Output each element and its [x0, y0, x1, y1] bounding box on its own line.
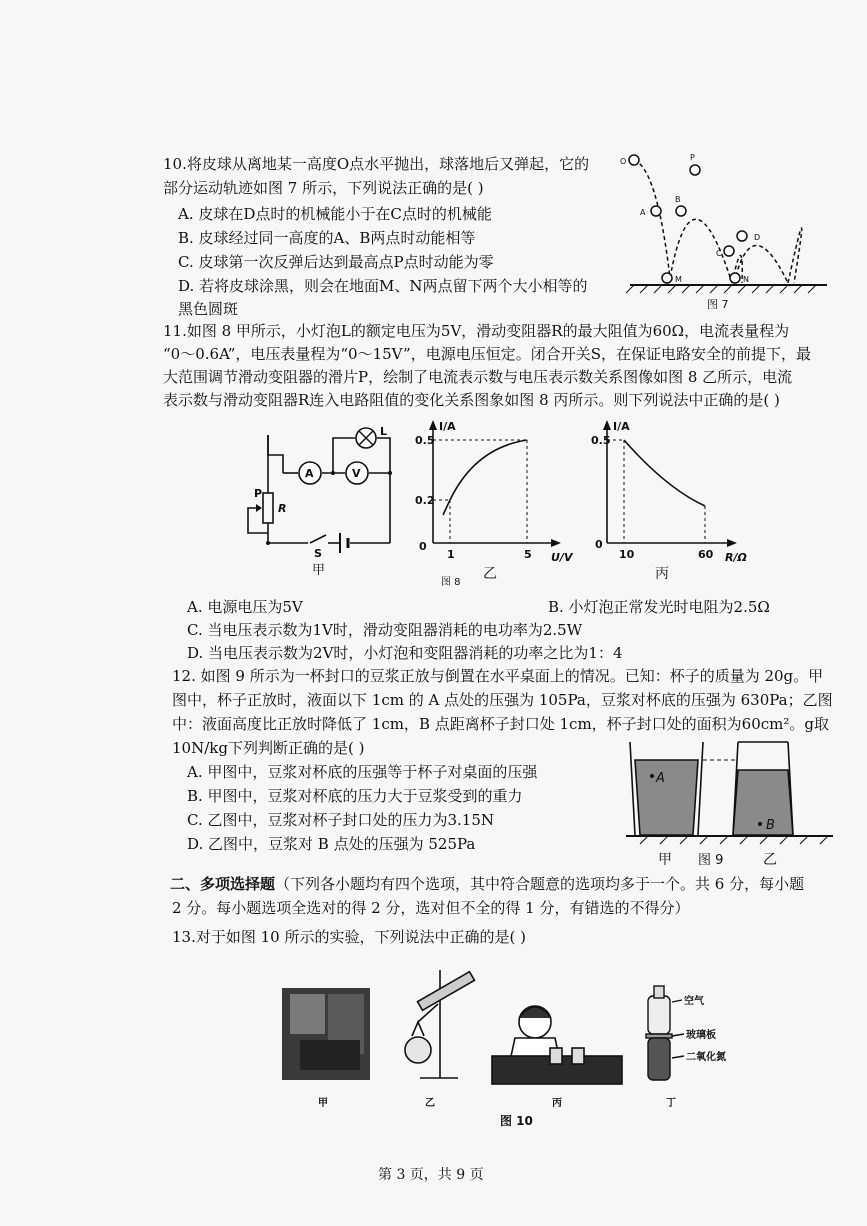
fig7-label-n: N	[743, 275, 749, 284]
graph-bing-tick-x2: 60	[698, 548, 714, 561]
q11-stem-line2: “0～0.6A”，电压表量程为“0～15V”，电源电压恒定。闭合开关S，在保证电路安全的前提下，最	[163, 345, 811, 363]
fig10-label-no2: 二氧化氮	[686, 1052, 726, 1063]
graph-yi-origin: 0	[419, 540, 427, 553]
fig9-caption: 图 9	[698, 853, 724, 868]
fig9-point-a: A	[656, 771, 665, 786]
q10-option-c: C. 皮球第一次反弹后达到最高点P点时动能为零	[178, 253, 494, 271]
figure-8-graph-ir	[591, 418, 751, 583]
graph-yi-tick-y2: 0.5	[415, 434, 435, 447]
fig10-caption-jia: 甲	[318, 1098, 328, 1109]
figure-8-caption: 图 8	[441, 577, 461, 588]
q10-option-b: B. 皮球经过同一高度的A、B两点时动能相等	[178, 229, 476, 247]
fig10-caption: 图 10	[500, 1114, 533, 1128]
q11-stem-line4: 表示数与滑动变阻器R连入电路阻值的变化关系图象如图 8 丙所示。则下列说法中正确的是( )	[163, 391, 780, 409]
q12-option-d: D. 乙图中，豆浆对 B 点处的压强为 525Pa	[187, 835, 476, 853]
q10-option-a: A. 皮球在D点时的机械能小于在C点时的机械能	[178, 205, 492, 223]
fig7-label-d: D	[754, 233, 761, 242]
q11-option-d: D. 当电压表示数为2V时，小灯泡和变阻器消耗的功率之比为1：4	[187, 644, 623, 662]
graph-yi-tick-x1: 1	[447, 548, 455, 561]
fig7-label-c: C	[716, 249, 722, 258]
q11-stem-line3: 大范围调节滑动变阻器的滑片P，绘制了电流表示数与电压表示数关系图像如图 8 乙所示，电流	[163, 368, 793, 386]
q12-stem-line1: 12. 如图 9 所示为一杯封口的豆浆正放与倒置在水平桌面上的情况。已知：杯子的质量为 20g。甲	[172, 667, 824, 685]
section2-header	[170, 873, 804, 895]
section2-instructions-line2: 2 分。每小题选项全选对的得 2 分，选对但不全的得 1 分，有错选的不得分）	[172, 899, 690, 917]
fig9-right-caption: 乙	[763, 852, 777, 868]
fig10-person-bing	[492, 1006, 622, 1084]
figure-8-graph-iu	[415, 418, 580, 588]
q11-option-b: B. 小灯泡正常发光时电阻为2.5Ω	[548, 598, 770, 616]
circuit-slider-label: P	[254, 487, 263, 500]
graph-bing-xlabel: R/Ω	[725, 551, 747, 564]
q11-option-a: A. 电源电压为5V	[187, 598, 303, 616]
graph-yi-tick-x2: 5	[524, 548, 532, 561]
graph-yi-tick-y1: 0.2	[415, 494, 435, 507]
q12-stem-line2: 图中，杯子正放时，液面以下 1cm 的 A 点处的压强为 105Pa，豆浆对杯底的压强为 630Pa；乙图	[172, 691, 833, 709]
fig10-caption-yi: 乙	[425, 1098, 435, 1109]
fig7-label-m: M	[675, 275, 682, 284]
figure-8-circuit	[238, 425, 403, 578]
circuit-resistor-label: R	[278, 502, 287, 515]
graph-bing-ylabel: I/A	[613, 420, 630, 433]
graph-bing-tick-y1: 0.5	[591, 434, 611, 447]
fig10-photo-jia	[282, 988, 370, 1080]
figure-9-cups	[618, 740, 848, 870]
page-number: 第 3 页，共 9 页	[378, 1167, 484, 1183]
q10-stem-line2: 部分运动轨迹如图 7 所示，下列说法正确的是( )	[163, 179, 484, 197]
figure-7-trajectory	[612, 148, 832, 318]
q12-stem-line3: 中：液面高度比正放时降低了 1cm，B 点距离杯子封口处 1cm，杯子封口处的面积为60cm²。g取	[172, 715, 829, 733]
q10-option-d-line1: D. 若将皮球涂黑，则会在地面M、N两点留下两个大小相等的	[178, 277, 588, 295]
fig10-label-glass: 玻璃板	[686, 1030, 716, 1041]
graph-yi-ylabel: I/A	[439, 420, 456, 433]
q10-option-d-line2: 黑色圆斑	[178, 300, 239, 318]
fig10-caption-ding: 丁	[666, 1098, 676, 1109]
graph-bing-tick-x1: 10	[619, 548, 635, 561]
fig7-label-p: P	[690, 153, 695, 162]
fig7-label-o: O	[620, 157, 627, 166]
q11-stem-line1: 11.如图 8 甲所示，小灯泡L的额定电压为5V，滑动变阻器R的最大阻值为60Ω，电流表量程为	[163, 322, 790, 340]
circuit-switch-label: S	[314, 547, 322, 560]
fig10-caption-bing: 丙	[552, 1098, 562, 1109]
circuit-lamp-label: L	[380, 425, 388, 438]
graph-yi-xlabel: U/V	[551, 551, 573, 564]
q13-stem: 13.对于如图 10 所示的实验，下列说法中正确的是( )	[172, 928, 526, 946]
q12-stem-line4: 10N/kg下列判断正确的是( )	[172, 739, 365, 757]
figure-10-photos	[280, 960, 740, 1128]
fig10-label-air: 空气	[684, 996, 704, 1007]
circuit-voltmeter-label: V	[352, 467, 361, 480]
fig9-left-caption: 甲	[658, 852, 672, 868]
fig7-caption: 图 7	[707, 298, 729, 311]
fig7-label-b: B	[675, 195, 681, 204]
circuit-caption: 甲	[312, 563, 326, 578]
q12-option-b: B. 甲图中，豆浆对杯底的压力大于豆浆受到的重力	[187, 787, 523, 805]
fig9-point-b: B	[766, 818, 775, 833]
circuit-ammeter-label: A	[305, 467, 314, 480]
fig10-bottles-ding	[646, 986, 684, 1080]
section2-title: 二、多项选择题	[170, 875, 276, 893]
graph-bing-caption: 丙	[655, 566, 669, 582]
q10-stem-line1: 10.将皮球从离地某一高度O点水平抛出，球落地后又弹起，它的	[163, 155, 590, 173]
graph-yi-caption: 乙	[483, 566, 497, 582]
fig7-label-a: A	[640, 208, 646, 217]
q12-option-a: A. 甲图中，豆浆对杯底的压强等于杯子对桌面的压强	[187, 763, 538, 781]
graph-bing-origin: 0	[595, 538, 603, 551]
section2-instructions-line1: （下列各小题均有四个选项，其中符合题意的选项均多于一个。共 6 分，每小题	[275, 875, 805, 893]
fig10-apparatus-yi	[405, 970, 474, 1078]
q12-option-c: C. 乙图中，豆浆对杯子封口处的压力为3.15N	[187, 811, 495, 829]
q11-option-c: C. 当电压表示数为1V时，滑动变阻器消耗的电功率为2.5W	[187, 621, 583, 639]
